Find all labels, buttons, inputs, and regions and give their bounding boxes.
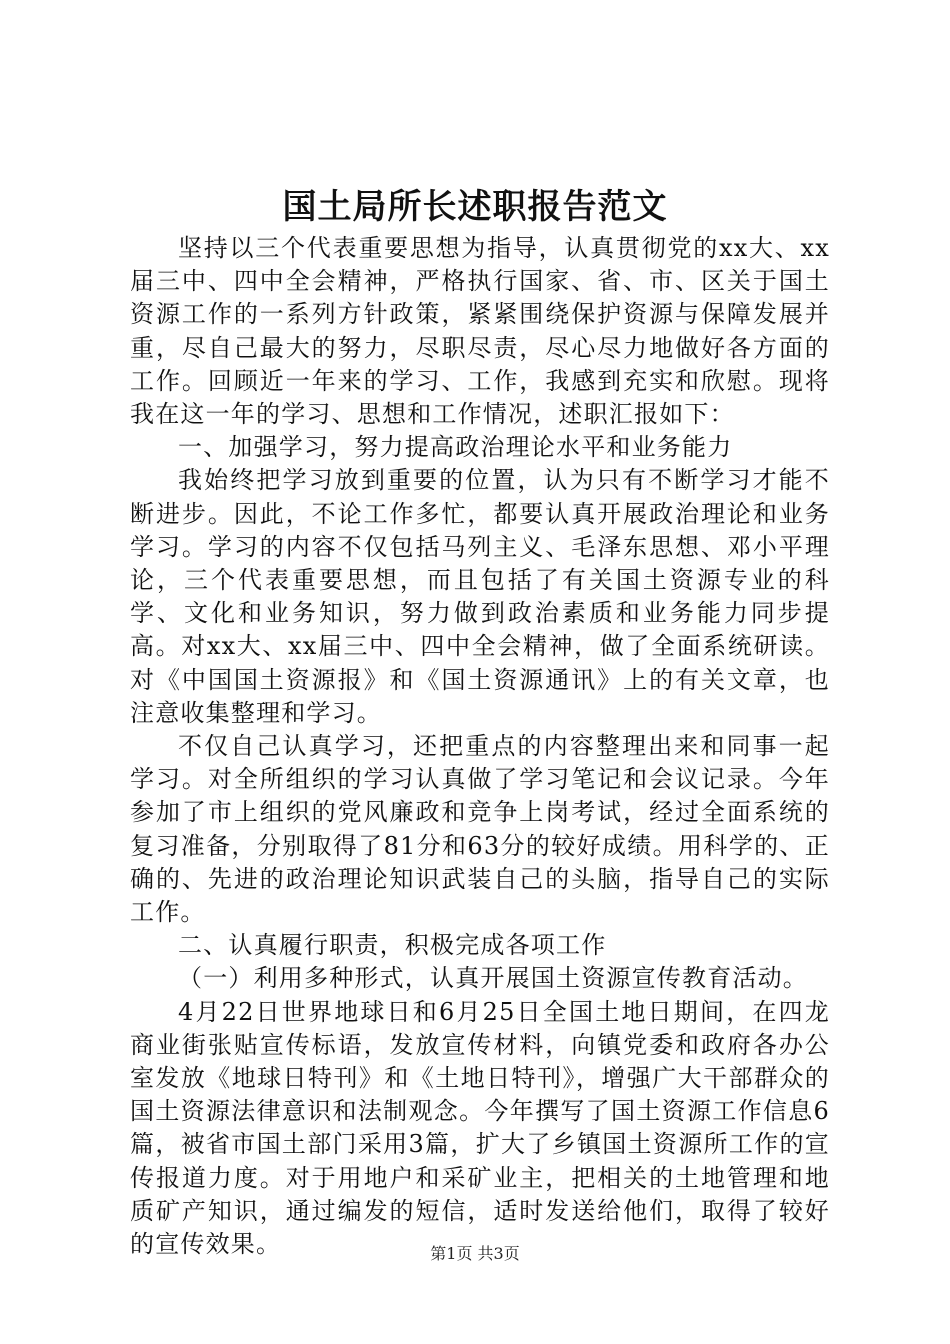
section-heading-2: 二、认真履行职责，积极完成各项工作 — [178, 931, 607, 960]
document-body — [130, 232, 830, 1261]
subsection-heading-1: （一）利用多种形式，认真开展国土资源宣传教育活动。 — [178, 964, 808, 993]
section-heading-1: 一、加强学习，努力提高政治理论水平和业务能力 — [178, 433, 733, 462]
paragraph-study-continued: 不仅自己认真学习，还把重点的内容整理出来和同事一起学习。对全所组织的学习认真做了学习笔记和会议记录。今年参加了市上组织的党风廉政和竞争上岗考试，经过全面系统的复习准备，分别取得了81分和63分的较好成绩。用科学的、正确的、先进的政治理论知识武装自己的头脑，指导自己的实际工作。 — [130, 732, 830, 927]
page-footer: 第1页 共3页 — [430, 1244, 520, 1263]
paragraph-intro: 坚持以三个代表重要思想为指导，认真贯彻党的xx大、xx届三中、四中全会精神，严格执行国家、省、市、区关于国土资源工作的一系列方针政策，紧紧围绕保护资源与保障发展并重，尽自己最大的努力，尽职尽责，尽心尽力地做好各方面的工作。回顾近一年来的学习、工作，我感到充实和欣慰。现将我在这一年的学习、思想和工作情况，述职汇报如下： — [130, 234, 830, 429]
document-title: 国土局所长述职报告范文 — [282, 187, 668, 227]
paragraph-study: 我始终把学习放到重要的位置，认为只有不断学习才能不断进步。因此，不论工作多忙，都要认真开展政治理论和业务学习。学习的内容不仅包括马列主义、毛泽东思想、邓小平理论，三个代表重要思想，而且包括了有关国土资源专业的科学、文化和业务知识，努力做到政治素质和业务能力同步提高。对xx大、xx届三中、四中全会精神，做了全面系统研读。对《中国国土资源报》和《国土资源通讯》上的有关文章，也注意收集整理和学习。 — [130, 466, 830, 727]
paragraph-publicity: 4月22日世界地球日和6月25日全国土地日期间，在四龙商业街张贴宣传标语，发放宣传材料，向镇党委和政府各办公室发放《地球日特刊》和《土地日特刊》，增强广大干部群众的国土资源法律意识和法制观念。今年撰写了国土资源工作信息6篇，被省市国土部门采用3篇，扩大了乡镇国土资源所工作的宣传报道力度。对于用地户和采矿业主，把相关的土地管理和地质矿产知识，通过编发的短信，适时发送给他们，取得了较好的宣传效果。 — [130, 997, 830, 1259]
